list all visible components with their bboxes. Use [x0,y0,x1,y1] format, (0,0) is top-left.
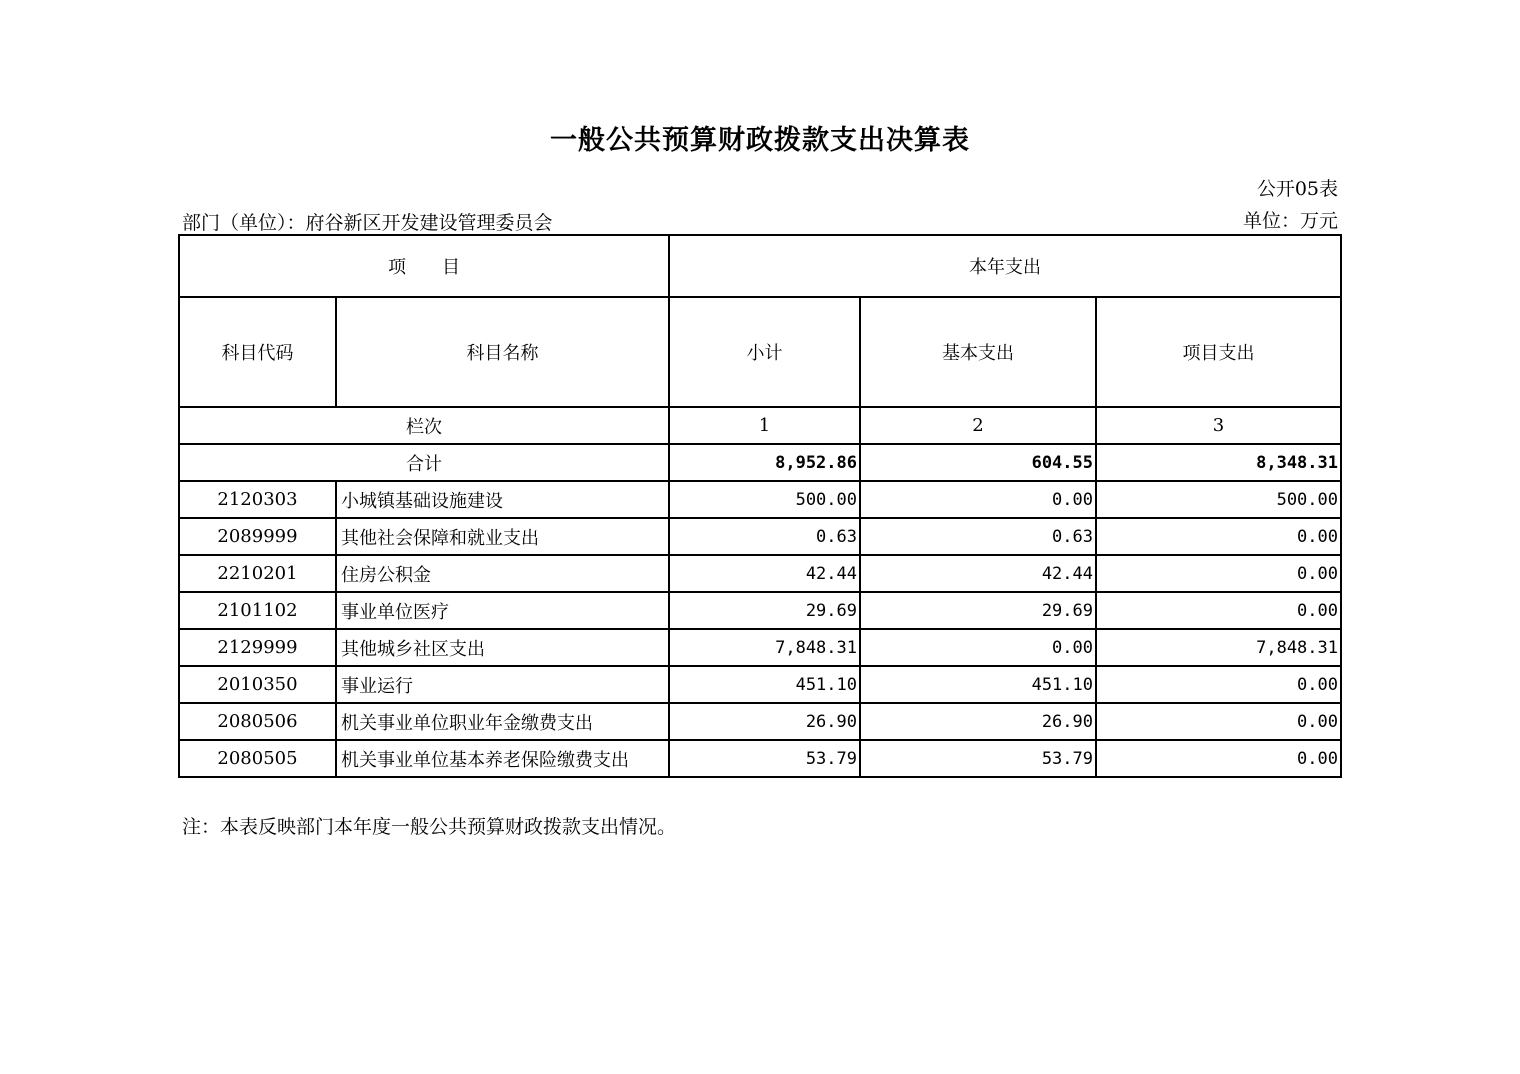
column-index-3: 3 [1096,407,1341,444]
row-project: 0.00 [1096,592,1341,629]
row-name: 事业运行 [336,666,669,703]
row-subtotal: 0.63 [669,518,860,555]
header-current-year-expense: 本年支出 [669,235,1341,297]
row-project: 0.00 [1096,703,1341,740]
total-project: 8,348.31 [1096,444,1341,481]
row-project: 0.00 [1096,518,1341,555]
row-code: 2101102 [179,592,336,629]
header-name: 科目名称 [336,297,669,407]
row-basic: 0.00 [860,629,1096,666]
table-row [179,703,1341,740]
expense-table [178,234,1342,778]
row-name: 住房公积金 [336,555,669,592]
table-subheader-row [179,297,1341,407]
table-row [179,555,1341,592]
row-subtotal: 451.10 [669,666,860,703]
row-basic: 0.63 [860,518,1096,555]
unit-label: 单位：万元 [1242,210,1338,232]
row-basic: 451.10 [860,666,1096,703]
row-code: 2010350 [179,666,336,703]
row-basic: 53.79 [860,740,1096,777]
row-code: 2080506 [179,703,336,740]
column-index-2: 2 [860,407,1096,444]
header-item: 项 目 [179,235,669,297]
row-project: 500.00 [1096,481,1341,518]
row-code: 2210201 [179,555,336,592]
column-index-label: 栏次 [179,407,669,444]
table-row [179,481,1341,518]
row-name: 事业单位医疗 [336,592,669,629]
total-label: 合计 [179,444,669,481]
page-title: 一般公共预算财政拨款支出决算表 [550,125,970,156]
row-project: 0.00 [1096,740,1341,777]
row-name: 其他城乡社区支出 [336,629,669,666]
row-subtotal: 29.69 [669,592,860,629]
header-basic: 基本支出 [860,297,1096,407]
row-name: 其他社会保障和就业支出 [336,518,669,555]
header-project: 项目支出 [1096,297,1341,407]
table-row [179,592,1341,629]
row-basic: 42.44 [860,555,1096,592]
table-row [179,629,1341,666]
table-header-row [179,235,1341,297]
row-basic: 26.90 [860,703,1096,740]
row-name: 小城镇基础设施建设 [336,481,669,518]
table-row [179,518,1341,555]
row-code: 2120303 [179,481,336,518]
department-label: 部门（单位）：府谷新区开发建设管理委员会 [182,212,553,234]
row-project: 7,848.31 [1096,629,1341,666]
row-code: 2089999 [179,518,336,555]
form-number: 公开05表 [1256,178,1338,200]
header-code: 科目代码 [179,297,336,407]
row-subtotal: 53.79 [669,740,860,777]
row-basic: 29.69 [860,592,1096,629]
row-subtotal: 26.90 [669,703,860,740]
row-subtotal: 42.44 [669,555,860,592]
row-basic: 0.00 [860,481,1096,518]
total-row [179,444,1341,481]
footnote: 注：本表反映部门本年度一般公共预算财政拨款支出情况。 [182,816,677,838]
row-name: 机关事业单位基本养老保险缴费支出 [336,740,669,777]
header-subtotal: 小计 [669,297,860,407]
total-subtotal: 8,952.86 [669,444,860,481]
table-row [179,740,1341,777]
column-index-row [179,407,1341,444]
row-project: 0.00 [1096,555,1341,592]
row-subtotal: 7,848.31 [669,629,860,666]
row-code: 2080505 [179,740,336,777]
row-project: 0.00 [1096,666,1341,703]
row-name: 机关事业单位职业年金缴费支出 [336,703,669,740]
total-basic: 604.55 [860,444,1096,481]
row-code: 2129999 [179,629,336,666]
table-row [179,666,1341,703]
row-subtotal: 500.00 [669,481,860,518]
column-index-1: 1 [669,407,860,444]
